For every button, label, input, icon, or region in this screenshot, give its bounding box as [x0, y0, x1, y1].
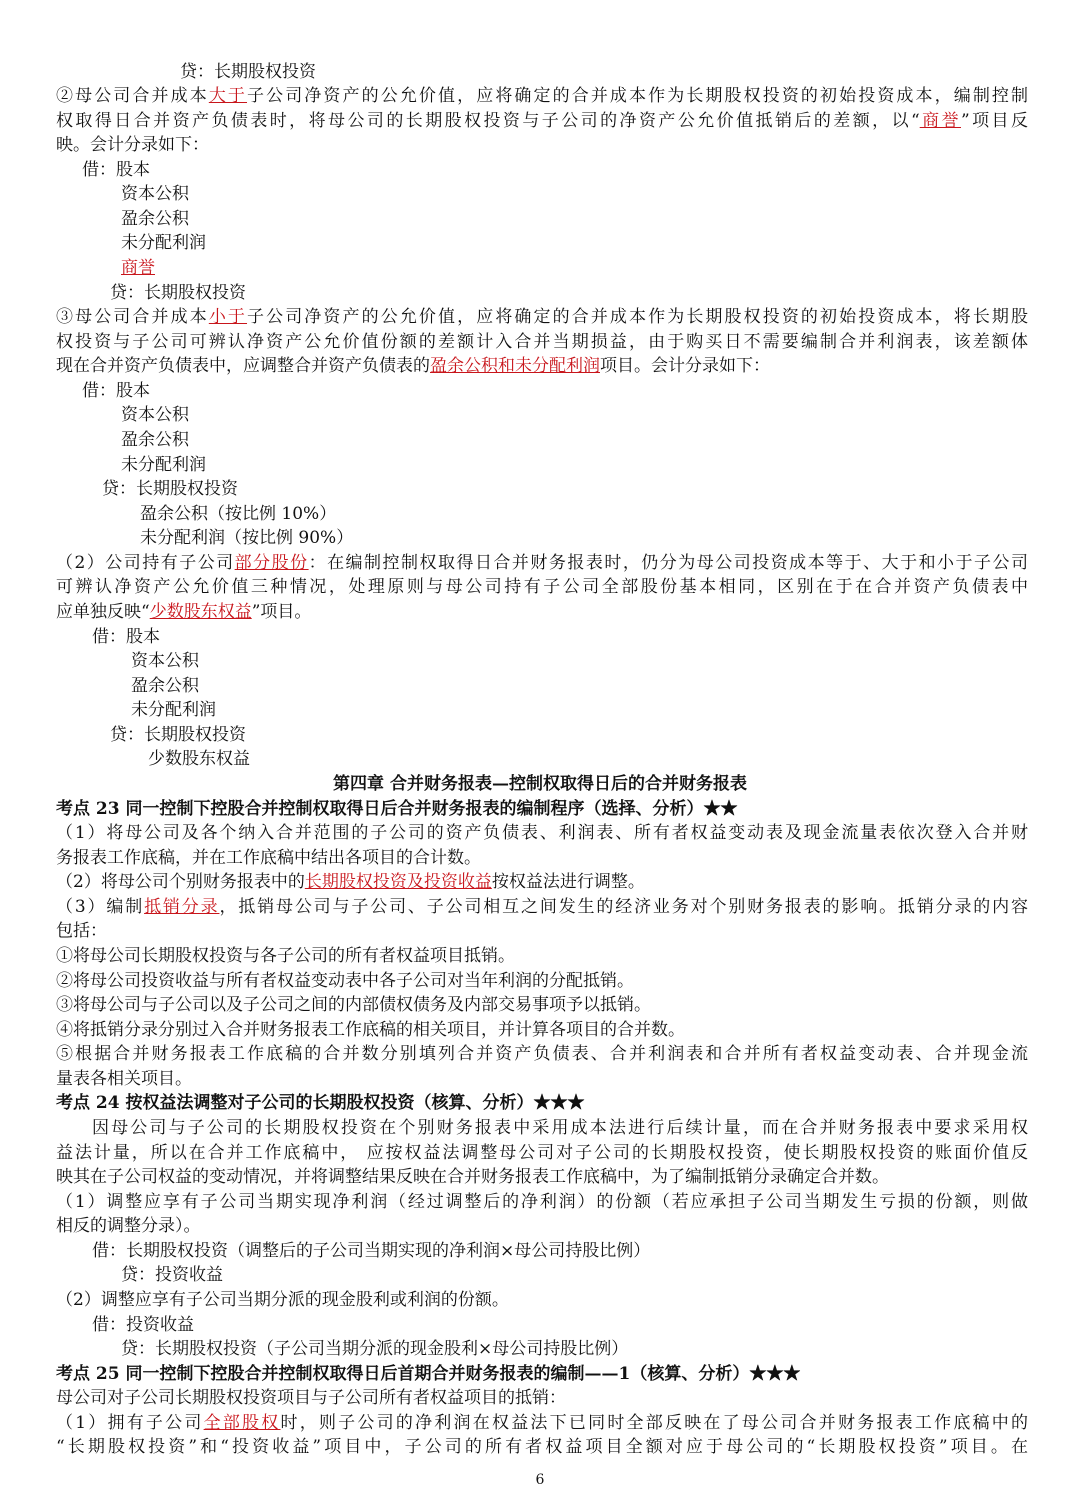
- text-segment: （1）将母公司及各个纳入合并范围的子公司的资产负债表、利润表、所有者权益变动表及现金流量表依次登入合并财: [56, 823, 1028, 843]
- text-segment: 盈余公积: [121, 209, 189, 229]
- text-segment: 借：股本: [82, 160, 150, 180]
- text-segment: 可辨认净资产公允价值三种情况，处理原则与母公司持有子公司全部股份基本相同，区别在于在合并资产负债表中: [56, 577, 1028, 597]
- text-line: [56, 84, 1028, 109]
- text-line: [56, 330, 1028, 355]
- text-line: [56, 1411, 1028, 1436]
- chapter-heading: 第四章 合并财务报表—控制权取得日后的合并财务报表: [333, 774, 747, 794]
- text-segment: 项目。会计分录如下：: [600, 356, 770, 376]
- text-line: [131, 649, 1028, 674]
- text-line: [92, 1116, 1028, 1141]
- text-segment: ：在编制控制权取得日合并财务报表时，仍分为母公司投资成本等于、大于和小于子公司: [308, 553, 1028, 573]
- text-segment: ④将抵销分录分别过入合并财务报表工作底稿的相关项目，并计算各项目的合并数。: [56, 1020, 685, 1040]
- text-segment: 相反的调整分录）。: [56, 1216, 201, 1236]
- text-segment: ”项目反: [961, 111, 1028, 131]
- text-segment: 借：股本: [82, 381, 150, 401]
- text-line: [56, 1386, 1028, 1411]
- text-segment: （2）调整应享有子公司当期分派的现金股利或利润的份额。: [56, 1290, 509, 1310]
- text-segment: 盈余公积: [131, 676, 199, 696]
- text-line: [121, 403, 1028, 428]
- text-segment: 资本公积: [131, 651, 199, 671]
- text-segment: 益法计量，所以在合并工作底稿中， 应按权益法调整母公司对子公司的长期股权投资，使长期股权投资的账面价值反: [56, 1143, 1028, 1163]
- text-line: [56, 1067, 1028, 1092]
- text-segment: 借：投资收益: [92, 1315, 194, 1335]
- text-segment: 少数股东权益: [148, 749, 250, 769]
- text-segment: （3）编制: [56, 897, 145, 917]
- text-segment: 权取得日合并资产负债表时，将母公司的长期股权投资与子公司的净资产公允价值抵销后的差额，以“: [56, 111, 920, 131]
- text-segment: 现在合并资产负债表中，应调整合并资产负债表的: [56, 356, 430, 376]
- text-segment: ⑤根据合并财务报表工作底稿的合并数分别填列合并资产负债表、合并利润表和合并所有者权益变动表、合并现金流: [56, 1044, 1028, 1064]
- text-segment: 贷：长期股权投资: [180, 62, 316, 82]
- text-line: [56, 870, 1028, 895]
- text-segment: ①将母公司长期股权投资与各子公司的所有者权益项目抵销。: [56, 946, 515, 966]
- text-line: [82, 158, 1028, 183]
- text-segment: 贷：长期股权投资: [110, 283, 246, 303]
- text-segment: 母公司对子公司长期股权投资项目与子公司所有者权益项目的抵销：: [56, 1388, 566, 1408]
- text-segment: 借：股本: [92, 627, 160, 647]
- text-line: [131, 698, 1028, 723]
- text-line: [56, 1288, 1028, 1313]
- text-line: [56, 1190, 1028, 1215]
- highlighted-term: 大于: [208, 86, 248, 106]
- text-line: [56, 305, 1028, 330]
- text-line: [121, 207, 1028, 232]
- text-line: [102, 477, 1028, 502]
- text-segment: 因母公司与子公司的长期股权投资在个别财务报表中采用成本法进行后续计量，而在合并财务报表中要求采用权: [92, 1118, 1028, 1138]
- text-line: [121, 428, 1028, 453]
- text-line: [56, 1018, 1028, 1043]
- text-line: [121, 231, 1028, 256]
- text-line: [121, 182, 1028, 207]
- highlighted-term: 全部股权: [203, 1413, 281, 1433]
- text-line: [92, 1239, 1028, 1264]
- section-heading: [56, 797, 1028, 822]
- text-segment: 盈余公积（按比例 10%）: [140, 504, 337, 524]
- highlighted-term: 商誉: [121, 258, 155, 278]
- text-line: [148, 747, 1028, 772]
- text-segment: ③将母公司与子公司以及子公司之间的内部债权债务及内部交易事项予以抵销。: [56, 995, 651, 1015]
- text-segment: （1）拥有子公司: [56, 1413, 204, 1433]
- text-segment: 贷：长期股权投资（子公司当期分派的现金股利×母公司持股比例）: [121, 1339, 629, 1359]
- text-segment: ②母公司合并成本: [56, 86, 209, 106]
- text-segment: 包括：: [56, 921, 107, 941]
- text-line: [110, 281, 1028, 306]
- text-line: [82, 379, 1028, 404]
- text-line: [92, 1313, 1028, 1338]
- text-segment: 子公司净资产的公允价值，应将确定的合并成本作为长期股权投资的初始投资成本，将长期股: [247, 307, 1028, 327]
- text-line: [56, 993, 1028, 1018]
- text-line: [121, 1337, 1028, 1362]
- text-segment: 贷：长期股权投资: [102, 479, 238, 499]
- text-line: [56, 133, 1028, 158]
- text-segment: 务报表工作底稿，并在工作底稿中结出各项目的合计数。: [56, 848, 481, 868]
- section-heading: [56, 1362, 1028, 1387]
- text-segment: 子公司净资产的公允价值，应将确定的合并成本作为长期股权投资的初始投资成本，编制控制: [247, 86, 1028, 106]
- text-line: [131, 674, 1028, 699]
- text-segment: ，抵销母公司与子公司、子公司相互之间发生的经济业务对个别财务报表的影响。抵销分录的内容: [219, 897, 1028, 917]
- text-segment: 借：长期股权投资（调整后的子公司当期实现的净利润×母公司持股比例）: [92, 1241, 651, 1261]
- text-segment: 考点 25 同一控制下控股合并控制权取得日后首期合并财务报表的编制——1（核算、分析）★★★: [56, 1364, 801, 1384]
- text-segment: 未分配利润: [121, 455, 206, 475]
- text-line: [110, 723, 1028, 748]
- text-segment: 资本公积: [121, 405, 189, 425]
- section-heading: [56, 1091, 1028, 1116]
- text-line: [56, 895, 1028, 920]
- page-number: 6: [535, 1472, 545, 1488]
- text-line: [56, 1165, 1028, 1190]
- text-line: [56, 1435, 1028, 1460]
- text-segment: 应单独反映“: [56, 602, 150, 622]
- text-segment: （2）公司持有子公司: [56, 553, 235, 573]
- text-segment: ③母公司合并成本: [56, 307, 209, 327]
- text-line: [56, 354, 1028, 379]
- text-segment: 考点 24 按权益法调整对子公司的长期股权投资（核算、分析）★★★: [56, 1093, 585, 1113]
- text-segment: 资本公积: [121, 184, 189, 204]
- highlighted-term: 少数股东权益: [149, 602, 252, 622]
- text-line: [56, 1141, 1028, 1166]
- text-segment: “长期股权投资”和“投资收益”项目中，子公司的所有者权益项目全额对应于母公司的“长期股权投资”项目。在: [56, 1437, 1028, 1457]
- text-line: [180, 60, 1028, 85]
- text-line: [121, 1263, 1028, 1288]
- text-line: [56, 919, 1028, 944]
- text-line: [140, 526, 1028, 551]
- highlighted-term: 盈余公积和未分配利润: [430, 356, 600, 376]
- text-segment: 盈余公积: [121, 430, 189, 450]
- text-segment: 考点 23 同一控制下控股合并控制权取得日后合并财务报表的编制程序（选择、分析）★★: [56, 799, 738, 819]
- text-segment: ”项目。: [251, 602, 312, 622]
- text-line: [92, 625, 1028, 650]
- text-line: [56, 109, 1028, 134]
- text-segment: 未分配利润: [131, 700, 216, 720]
- text-line: [121, 256, 1028, 281]
- highlighted-term: 长期股权投资及投资收益: [304, 872, 492, 892]
- text-segment: 时，则子公司的净利润在权益法下已同时全部反映在了母公司合并财务报表工作底稿中的: [280, 1413, 1028, 1433]
- text-segment: 未分配利润: [121, 233, 206, 253]
- highlighted-term: 抵销分录: [144, 897, 220, 917]
- text-line: [56, 944, 1028, 969]
- text-segment: 贷：长期股权投资: [110, 725, 246, 745]
- text-segment: ②将母公司投资收益与所有者权益变动表中各子公司对当年利润的分配抵销。: [56, 971, 634, 991]
- text-line: [56, 969, 1028, 994]
- text-line: [56, 821, 1028, 846]
- text-segment: （1）调整应享有子公司当期实现净利润（经过调整后的净利润）的份额（若应承担子公司当期发生亏损的份额，则做: [56, 1192, 1028, 1212]
- highlighted-term: 小于: [208, 307, 248, 327]
- text-segment: 贷：投资收益: [121, 1265, 223, 1285]
- text-line: [56, 1214, 1028, 1239]
- text-line: [56, 600, 1028, 625]
- text-line: [121, 453, 1028, 478]
- text-segment: 权投资与子公司可辨认净资产公允价值份额的差额计入合并当期损益，由于购买日不需要编制合并利润表，该差额体: [56, 332, 1028, 352]
- highlighted-term: 部分股份: [234, 553, 309, 573]
- text-segment: 按权益法进行调整。: [491, 872, 645, 892]
- text-segment: 映其在子公司权益的变动情况，并将调整结果反映在合并财务报表工作底稿中，为了编制抵销分录确定合并数。: [56, 1167, 889, 1187]
- text-segment: 映。会计分录如下：: [56, 135, 209, 155]
- text-line: [56, 1042, 1028, 1067]
- text-segment: 量表各相关项目。: [56, 1069, 192, 1089]
- text-line: [56, 551, 1028, 576]
- highlighted-term: 商誉: [919, 111, 961, 131]
- text-segment: 未分配利润（按比例 90%）: [140, 528, 354, 548]
- text-segment: （2）将母公司个别财务报表中的: [56, 872, 305, 892]
- text-line: [56, 846, 1028, 871]
- text-line: [140, 502, 1028, 527]
- text-line: [56, 575, 1028, 600]
